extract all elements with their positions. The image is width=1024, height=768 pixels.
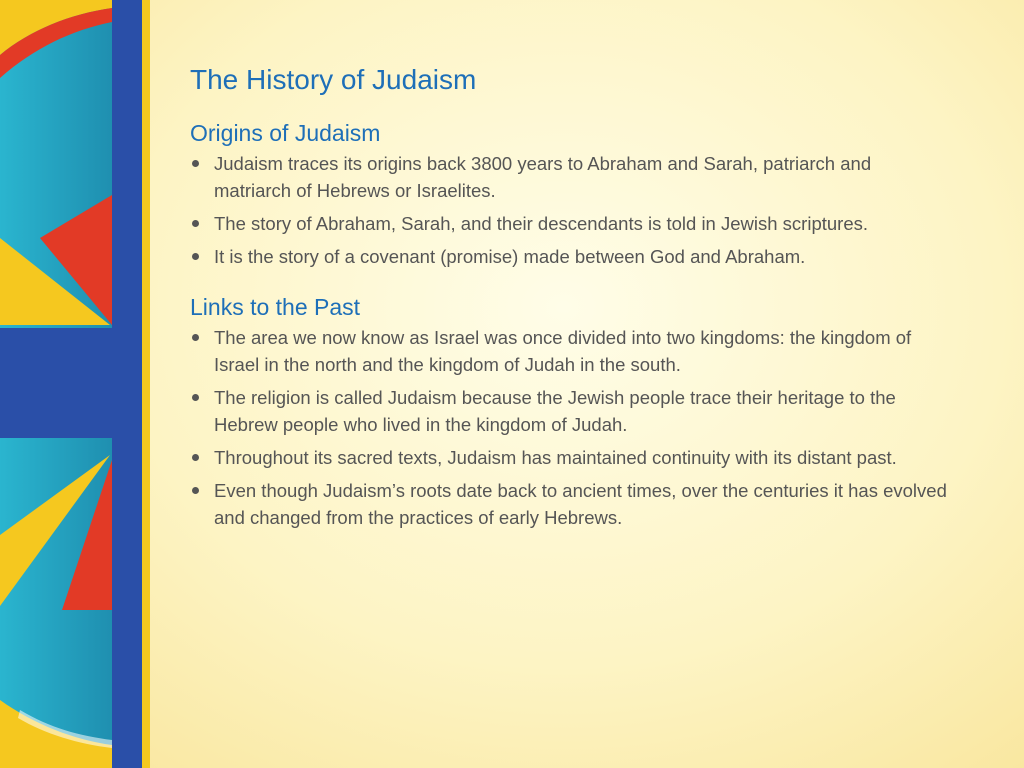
section-heading-links: Links to the Past (190, 294, 361, 320)
bullet-list-origins (190, 150, 950, 270)
slide-content (190, 60, 950, 537)
bullet-icon (192, 334, 199, 341)
bullet-text: Throughout its sacred texts, Judaism has maintained continuity with its distant past. (214, 447, 897, 468)
list-item (190, 210, 950, 237)
bullet-icon (192, 394, 199, 401)
list-item (190, 444, 950, 471)
list-item (190, 384, 950, 438)
bullet-icon (192, 160, 199, 167)
list-item (190, 477, 950, 531)
bullet-text: The story of Abraham, Sarah, and their descendants is told in Jewish scriptures. (214, 213, 868, 234)
list-item (190, 150, 950, 204)
bullet-list-links (190, 324, 950, 531)
bullet-text: Judaism traces its origins back 3800 years to Abraham and Sarah, patriarch and matriarch of Hebrews or Israelites. (214, 153, 872, 201)
decorative-side-art (0, 0, 150, 768)
bullet-icon (192, 220, 199, 227)
bullet-text: The area we now know as Israel was once divided into two kingdoms: the kingdom of Israel in the north and the kingdom of Judah in the south. (214, 327, 912, 375)
section-heading-origins: Origins of Judaism (190, 120, 381, 146)
bullet-text: The religion is called Judaism because the Jewish people trace their heritage to the Hebrew people who lived in the kingdom of Judah. (214, 387, 896, 435)
list-item (190, 324, 950, 378)
bullet-icon (192, 454, 199, 461)
bullet-icon (192, 253, 199, 260)
list-item (190, 243, 950, 270)
bullet-text: Even though Judaism’s roots date back to ancient times, over the centuries it has evolved and changed from the practices of early Hebrews. (214, 480, 947, 528)
slide-title: The History of Judaism (190, 64, 477, 95)
bullet-icon (192, 487, 199, 494)
bullet-text: It is the story of a covenant (promise) made between God and Abraham. (214, 246, 806, 267)
